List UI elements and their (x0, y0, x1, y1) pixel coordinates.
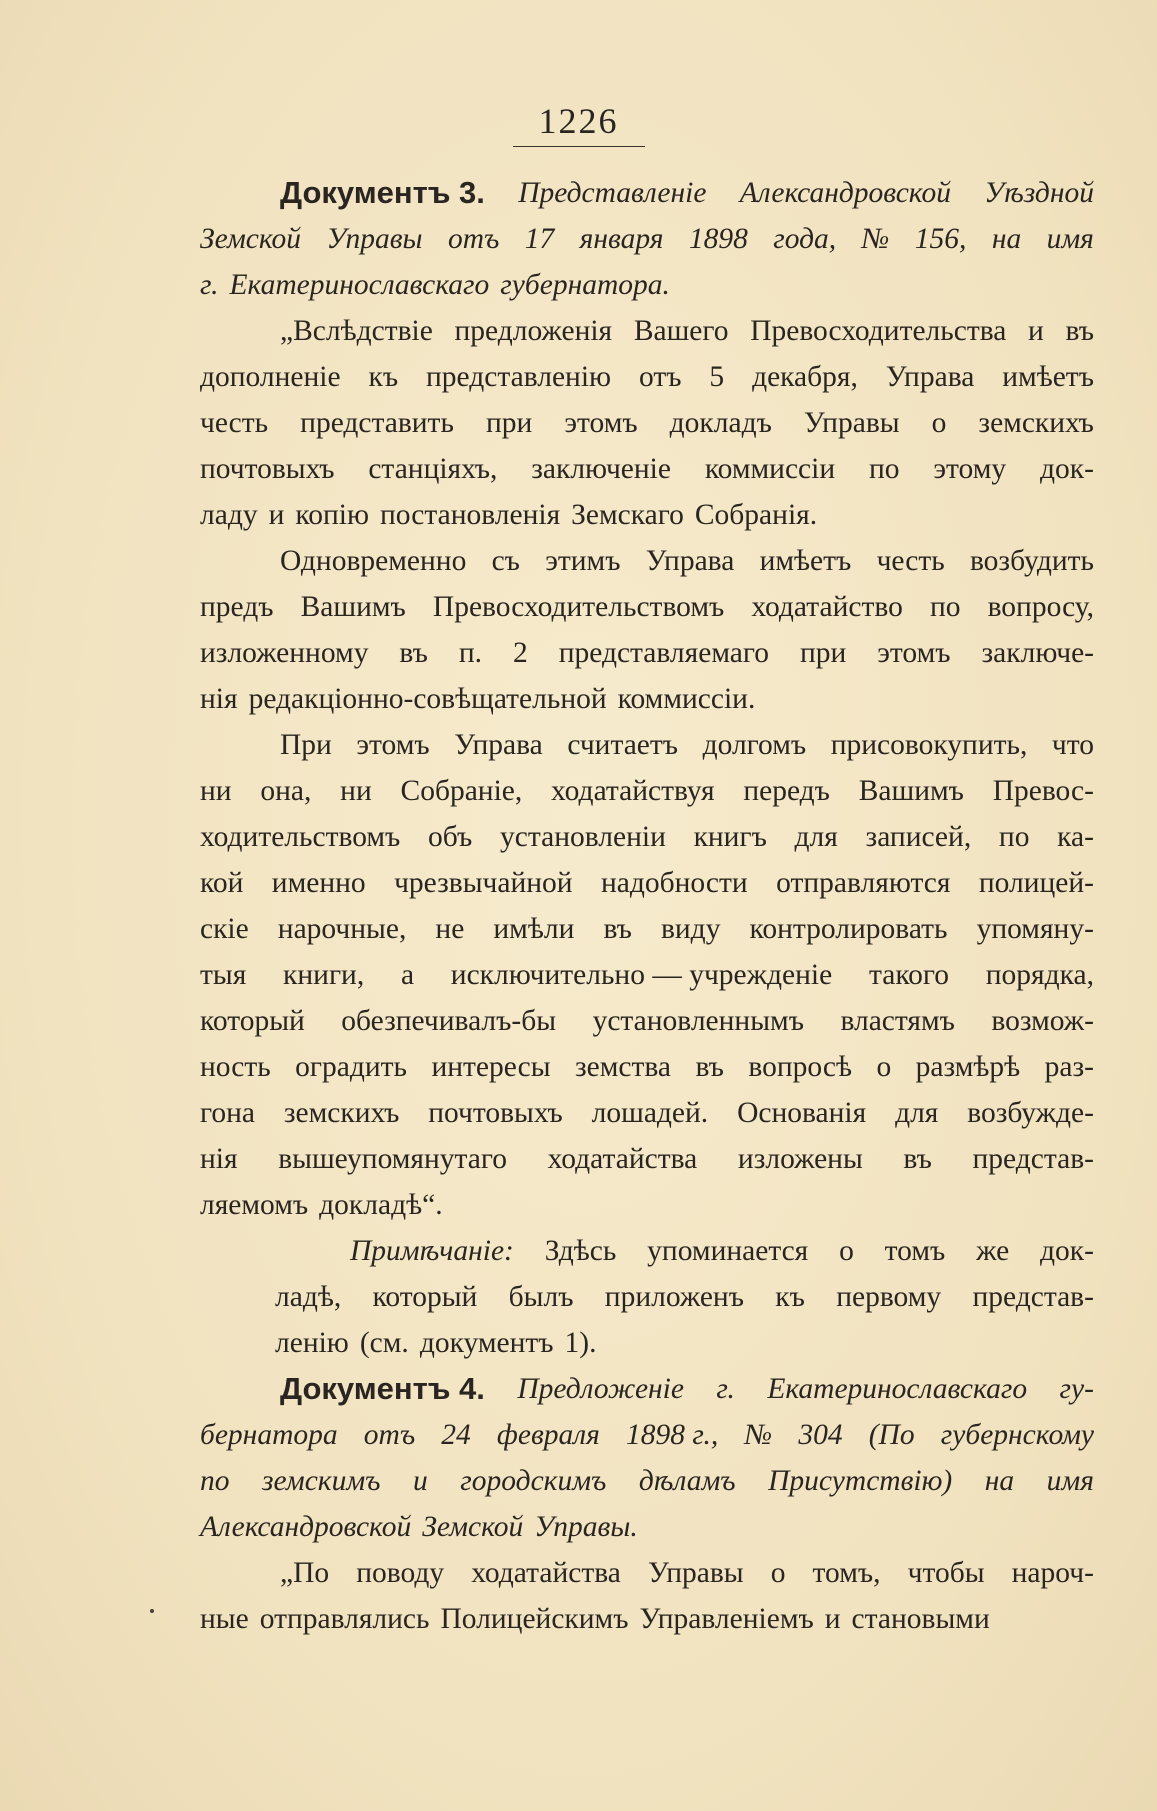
word: установленіи (500, 821, 666, 853)
text-line (200, 1136, 1094, 1182)
word: томъ (884, 1235, 946, 1267)
word: чтобы (907, 1557, 985, 1589)
word: ладѣ, (275, 1281, 342, 1313)
word: „Вслѣдствіе (280, 315, 433, 347)
word: именно (271, 867, 366, 899)
word: Собраніе, (400, 775, 523, 807)
word: о (876, 1051, 892, 1083)
word: 1898 г., (625, 1419, 719, 1451)
word: гона (200, 1097, 255, 1129)
word: имя (1046, 223, 1094, 255)
word: (По (868, 1419, 915, 1451)
word: 1898 (688, 223, 748, 255)
word: при (799, 637, 847, 669)
word: губернскому (940, 1419, 1094, 1451)
text-line (200, 952, 1094, 998)
doc3-paragraph-2 (200, 538, 1094, 722)
text-line (200, 446, 1094, 492)
word: кой (200, 867, 244, 899)
text-line (200, 1412, 1094, 1458)
text-line (200, 1550, 1094, 1596)
word: интересы (431, 1051, 551, 1083)
text-line (200, 1458, 1094, 1504)
text-line (200, 1596, 1094, 1642)
text-line (200, 1044, 1094, 1090)
word: по (200, 1465, 230, 1497)
text-line (200, 170, 1094, 216)
word: ни (340, 775, 372, 807)
word: представ- (972, 1281, 1094, 1313)
word: приложенъ (604, 1281, 744, 1313)
word: Земскаго (571, 499, 684, 531)
text-line (200, 768, 1094, 814)
word: п. (458, 637, 483, 669)
word: этомъ (564, 407, 638, 439)
word: изложены (737, 1143, 863, 1175)
word: честь (200, 407, 269, 439)
word: ходительствомъ (200, 821, 401, 853)
text-line (200, 1228, 1094, 1274)
word: объ (428, 821, 473, 853)
word: властямъ (840, 1005, 955, 1037)
word: почтовыхъ (428, 1097, 563, 1129)
word: января (579, 223, 664, 255)
word: представить (300, 407, 454, 439)
word: Одновременно (280, 545, 467, 577)
word: этому (933, 453, 1007, 485)
word: тыя (200, 959, 247, 991)
word: № (861, 223, 890, 255)
word: нія (200, 1143, 238, 1175)
word: въ (603, 913, 632, 945)
word: г. (200, 269, 219, 301)
word: земскихъ (978, 407, 1094, 439)
word: о (839, 1235, 854, 1267)
word: представленію (426, 361, 612, 393)
word: отправлялись (259, 1603, 430, 1635)
text-line (200, 584, 1094, 630)
word: Управы. (534, 1511, 638, 1543)
word: къ (368, 361, 399, 393)
word: заключе- (981, 637, 1094, 669)
word: Превосходительства (750, 315, 1007, 347)
word: станціяхъ, (368, 453, 498, 485)
word: былъ (508, 1281, 574, 1313)
word: Земской (422, 1511, 524, 1543)
document-label: Документъ 3. (280, 175, 485, 210)
word: Екатеринославскаго (767, 1373, 1028, 1405)
word: для (794, 821, 838, 853)
word: Управы (326, 223, 423, 255)
word: городскимъ (460, 1465, 607, 1497)
word: 1). (564, 1327, 597, 1359)
word: упоминается (647, 1235, 809, 1267)
word: ходатайства (547, 1143, 698, 1175)
word: томъ, (812, 1557, 881, 1589)
word: записей, (865, 821, 972, 853)
word: ка- (1057, 821, 1094, 853)
word: № (744, 1419, 773, 1451)
word: который (372, 1281, 478, 1313)
word: Управленіемъ (639, 1603, 814, 1635)
word: нія (200, 683, 238, 715)
text-line (200, 1504, 1094, 1550)
word: лошадей. (591, 1097, 709, 1129)
word: года, (773, 223, 837, 255)
word: Представленіе (518, 177, 707, 209)
word: честь (876, 545, 945, 577)
word: предъ (200, 591, 274, 623)
word: контролировать (749, 913, 948, 945)
word: 24 (441, 1419, 471, 1451)
word: для (895, 1097, 939, 1129)
word: Основанія (737, 1097, 867, 1129)
word: 17 (524, 223, 555, 255)
word: ни (200, 775, 232, 807)
word: вышеупомянутаго (278, 1143, 507, 1175)
word: предложенія (454, 315, 613, 347)
word: этимъ (545, 545, 621, 577)
word: въ (903, 1143, 932, 1175)
word: г. (716, 1373, 735, 1405)
word: исключительно — учрежденіе (450, 959, 833, 991)
word: Предложеніе (517, 1373, 684, 1405)
word: по (868, 453, 900, 485)
word: Вашимъ (300, 591, 406, 623)
word: книги, (283, 959, 365, 991)
word: этомъ (877, 637, 951, 669)
doc3-note (200, 1228, 1094, 1366)
word: ходатайство (751, 591, 903, 623)
word: чрезвычайной (394, 867, 573, 899)
word: присовокупить, (830, 729, 1028, 761)
doc3-paragraph-3 (200, 722, 1094, 1228)
text-line (200, 1320, 1094, 1366)
word: по (998, 821, 1030, 853)
word: ходатайствуя (551, 775, 715, 807)
word: док- (1040, 453, 1094, 485)
word: о (770, 1557, 786, 1589)
word: надобности (601, 867, 748, 899)
word: Собранія. (694, 499, 818, 531)
word: по (929, 591, 961, 623)
word: Управа (454, 729, 543, 761)
word: Управа (885, 361, 975, 393)
word: ность (200, 1051, 271, 1083)
word: ходатайства (471, 1557, 621, 1589)
word: Уѣздной (984, 177, 1094, 209)
word: изложенному (200, 637, 369, 669)
word: возмож- (991, 1005, 1094, 1037)
word: 156, (914, 223, 967, 255)
word: упомяну- (976, 913, 1094, 945)
word: гу- (1059, 1373, 1094, 1405)
word: возбудить (969, 545, 1094, 577)
word: она, (260, 775, 312, 807)
word: Управы (647, 1557, 744, 1589)
text-line (200, 262, 1094, 308)
word: такого (868, 959, 950, 991)
word: Примѣчаніе: (350, 1235, 514, 1267)
word: заключеніе (531, 453, 671, 485)
text-line (200, 998, 1094, 1044)
word: 5 (709, 361, 725, 393)
word: на (984, 1465, 1015, 1497)
word: оградить (295, 1051, 408, 1083)
text-line (200, 1274, 1094, 1320)
word: Превосходительствомъ (432, 591, 725, 623)
word: что (1051, 729, 1094, 761)
word: передъ (743, 775, 830, 807)
word: 2 (512, 637, 528, 669)
word: Екатеринославскаго (229, 269, 490, 301)
word: коммиссіи. (617, 683, 756, 715)
word: къ (775, 1281, 805, 1313)
word: о (931, 407, 947, 439)
word: постановленія (379, 499, 561, 531)
word: отъ (447, 223, 500, 255)
page-text (200, 170, 1094, 1642)
word: редакціонно-совѣщательной (248, 683, 607, 715)
word: ляемомъ (200, 1189, 309, 1221)
word: имѣетъ (759, 545, 852, 577)
text-line (200, 1182, 1094, 1228)
word: а (400, 959, 415, 991)
word: не (435, 913, 465, 945)
text-line (200, 1366, 1094, 1412)
word: При (280, 729, 332, 761)
page-number: 1226 (513, 100, 645, 147)
word: Управы (803, 407, 900, 439)
word: считаетъ (567, 729, 679, 761)
text-line (200, 1090, 1094, 1136)
word: и (413, 1465, 428, 1497)
word: Вашего (633, 315, 729, 347)
word: докладъ (669, 407, 772, 439)
text-line (200, 308, 1094, 354)
word: нароч- (1011, 1557, 1094, 1589)
word: виду (660, 913, 721, 945)
word: нарочные, (277, 913, 407, 945)
doc3-heading (200, 170, 1094, 308)
word: при (485, 407, 533, 439)
word: возбужде- (967, 1097, 1094, 1129)
word: и (1028, 315, 1044, 347)
word: имѣетъ (1002, 361, 1094, 393)
text-line (200, 216, 1094, 262)
word: установленнымъ (592, 1005, 804, 1037)
word: (см. (359, 1327, 409, 1359)
word: Полицейскимъ (440, 1603, 629, 1635)
word: Вашимъ (858, 775, 964, 807)
text-line (200, 906, 1094, 952)
word: скіе (200, 913, 249, 945)
text-line (200, 400, 1094, 446)
word: съ (491, 545, 520, 577)
word: этомъ (356, 729, 430, 761)
word: земства (574, 1051, 672, 1083)
word: отправляются (776, 867, 951, 899)
word: докладѣ“. (319, 1189, 443, 1221)
word: ладу (200, 499, 258, 531)
word: Александровской (739, 177, 951, 209)
page-header (0, 100, 1157, 147)
text-line (200, 492, 1094, 538)
word: „По (280, 1557, 330, 1589)
word: раз- (1044, 1051, 1094, 1083)
text-line (200, 722, 1094, 768)
word: Александровской (200, 1511, 412, 1543)
word: земскихъ (283, 1097, 400, 1129)
word: становыми (851, 1603, 990, 1635)
word: обезпечивалъ-бы (341, 1005, 557, 1037)
document-label: Документъ 4. (280, 1371, 485, 1406)
word: почтовыхъ (200, 453, 335, 485)
word: земскимъ (262, 1465, 381, 1497)
word: бернатора (200, 1419, 338, 1451)
word: представляемаго (558, 637, 769, 669)
word: 304 (798, 1419, 843, 1451)
text-line (200, 676, 1094, 722)
word: поводу (356, 1557, 445, 1589)
word: порядка, (985, 959, 1094, 991)
word: имѣли (493, 913, 575, 945)
word: вопросѣ (748, 1051, 853, 1083)
word: декабря, (752, 361, 858, 393)
word: въ (695, 1051, 724, 1083)
text-line (200, 860, 1094, 906)
text-line (200, 538, 1094, 584)
word: дѣламъ (638, 1465, 736, 1497)
word: ные (200, 1603, 249, 1635)
word: Превос- (992, 775, 1094, 807)
word: который (200, 1005, 305, 1037)
word: отъ (363, 1419, 416, 1451)
word: губернатора. (500, 269, 670, 301)
word: первому (836, 1281, 942, 1313)
word: Управа (645, 545, 735, 577)
word: дополненіе (200, 361, 341, 393)
word: въ (399, 637, 428, 669)
doc4-paragraph-1 (200, 1550, 1094, 1642)
word: копію (295, 499, 369, 531)
text-line (200, 354, 1094, 400)
word: Земской (200, 223, 302, 255)
word: книгъ (693, 821, 767, 853)
word: же (976, 1235, 1010, 1267)
word: вопросу, (987, 591, 1094, 623)
word: въ (1065, 315, 1094, 347)
text-line (200, 630, 1094, 676)
word: Присутствію) (768, 1465, 953, 1497)
print-speck (150, 1609, 154, 1613)
doc4-heading (200, 1366, 1094, 1550)
word: полицей- (978, 867, 1094, 899)
word: и (268, 499, 285, 531)
word: долгомъ (702, 729, 807, 761)
word: коммиссіи (704, 453, 836, 485)
word: февраля (496, 1419, 600, 1451)
word: ленію (275, 1327, 349, 1359)
word: представ- (972, 1143, 1094, 1175)
word: документъ (419, 1327, 554, 1359)
word: и (824, 1603, 841, 1635)
word: имя (1046, 1465, 1094, 1497)
word: Здѣсь (544, 1235, 617, 1267)
word: отъ (638, 361, 682, 393)
word: размѣрѣ (915, 1051, 1021, 1083)
word: док- (1040, 1235, 1094, 1267)
doc3-paragraph-1 (200, 308, 1094, 538)
word: на (991, 223, 1022, 255)
text-line (200, 814, 1094, 860)
